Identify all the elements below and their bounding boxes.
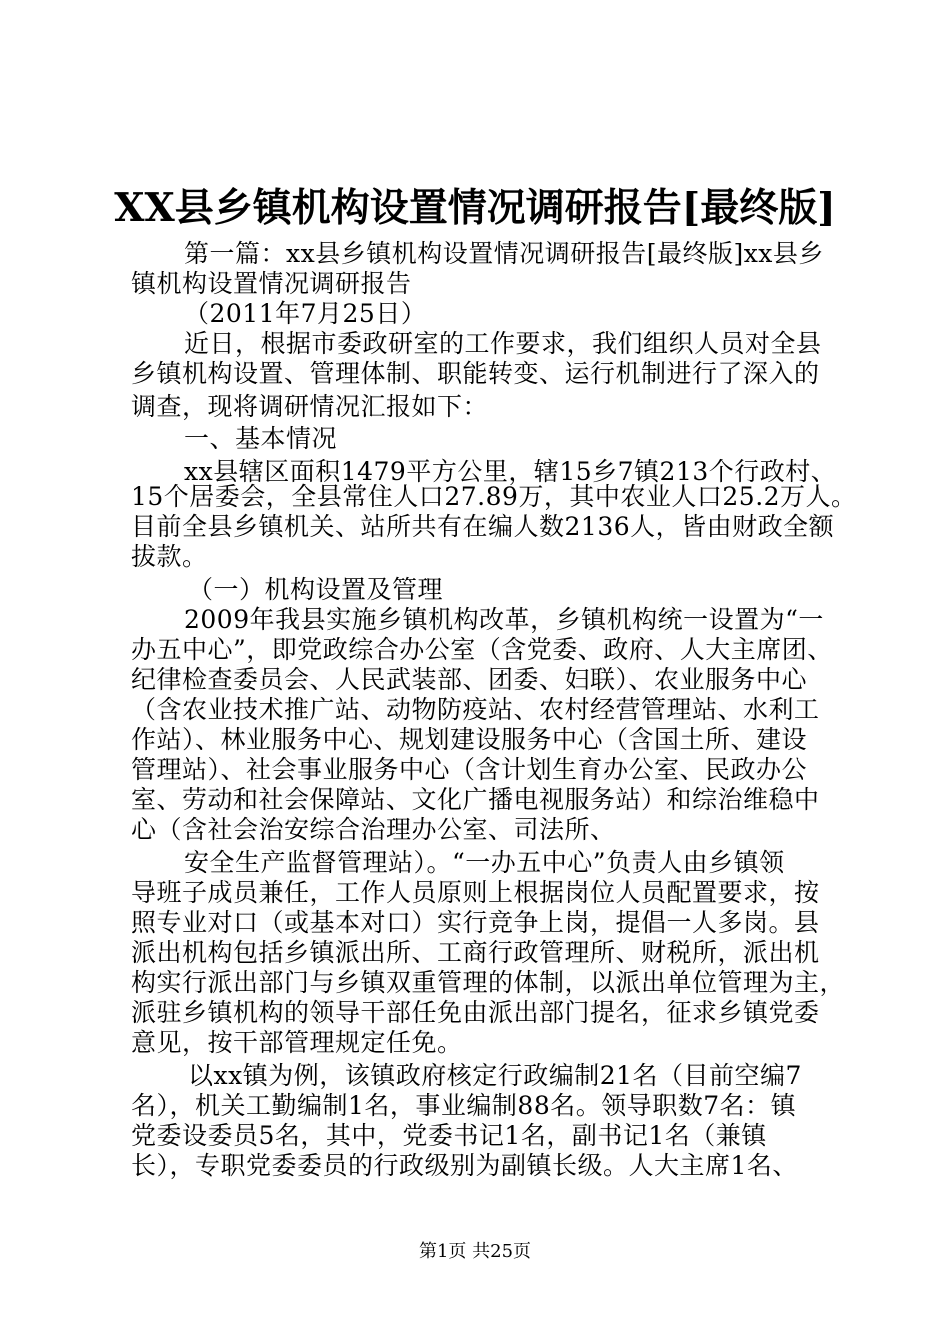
document-title: XX县乡镇机构设置情况调研报告[最终版] <box>114 185 836 231</box>
text-line: 派驻乡镇机构的领导干部任免由派出部门提名，征求乡镇党委 <box>131 998 820 1027</box>
text-line: 目前全县乡镇机关、站所共有在编人数2136人，皆由财政全额 <box>131 512 835 541</box>
text-line: 调查，现将调研情况汇报如下： <box>131 392 489 421</box>
page-footer: 第1页 共25页 <box>418 1241 532 1262</box>
text-line: 心（含社会治安综合治理办公室、司法所、 <box>131 815 616 844</box>
text-line: （含农业技术推广站、动物防疫站、农村经营管理站、水利工 <box>131 695 820 724</box>
text-line: 近日，根据市委政研室的工作要求，我们组织人员对全县 <box>184 329 822 358</box>
text-line: 构实行派出部门与乡镇双重管理的体制，以派出单位管理为主， <box>131 968 846 997</box>
text-line: 意见，按干部管理规定任免。 <box>131 1028 463 1057</box>
text-line: 室、劳动和社会保障站、文化广播电视服务站）和综治维稳中 <box>131 785 820 814</box>
text-line: 以xx镇为例，该镇政府核定行政编制21名（目前空编7 <box>188 1061 802 1090</box>
text-line: 15个居委会，全县常住人口27.89万，其中农业人口25.2万人。 <box>131 482 857 511</box>
text-line: 办五中心”，即党政综合办公室（含党委、政府、人大主席团、 <box>131 635 833 664</box>
text-line: 照专业对口（或基本对口）实行竞争上岗，提倡一人多岗。县 <box>131 908 820 937</box>
text-line: xx县辖区面积1479平方公里，辖15乡7镇213个行政村、 <box>184 457 837 486</box>
text-line: 名），机关工勤编制1名，事业编制88名。领导职数7名：镇 <box>131 1091 797 1120</box>
text-line: 镇机构设置情况调研报告 <box>131 269 412 298</box>
text-line: 管理站）、社会事业服务中心（含计划生育办公室、民政办公 <box>131 755 808 784</box>
text-line: 乡镇机构设置、管理体制、职能转变、运行机制进行了深入的 <box>131 359 820 388</box>
text-line: 作站）、林业服务中心、规划建设服务中心（含国土所、建设 <box>131 725 808 754</box>
text-line: 长），专职党委委员的行政级别为副镇长级。人大主席1名、 <box>131 1151 798 1180</box>
text-line: 派出机构包括乡镇派出所、工商行政管理所、财税所，派出机 <box>131 938 820 967</box>
text-line: 纪律检查委员会、人民武装部、团委、妇联）、农业服务中心 <box>131 665 808 694</box>
text-line: 第一篇：xx县乡镇机构设置情况调研报告[最终版]xx县乡 <box>184 239 824 268</box>
text-line: 党委设委员5名，其中，党委书记1名，副书记1名（兼镇 <box>131 1121 767 1150</box>
text-line: 2009年我县实施乡镇机构改革，乡镇机构统一设置为“一 <box>184 605 824 634</box>
text-line: 拔款。 <box>131 542 208 571</box>
text-line: 安全生产监督管理站）。“一办五中心”负责人由乡镇领 <box>184 848 785 877</box>
text-line: （2011年7月25日） <box>184 299 427 328</box>
subsection-heading: （一）机构设置及管理 <box>188 575 444 604</box>
section-heading: 一、基本情况 <box>184 424 338 453</box>
text-line: 导班子成员兼任，工作人员原则上根据岗位人员配置要求，按 <box>131 878 820 907</box>
